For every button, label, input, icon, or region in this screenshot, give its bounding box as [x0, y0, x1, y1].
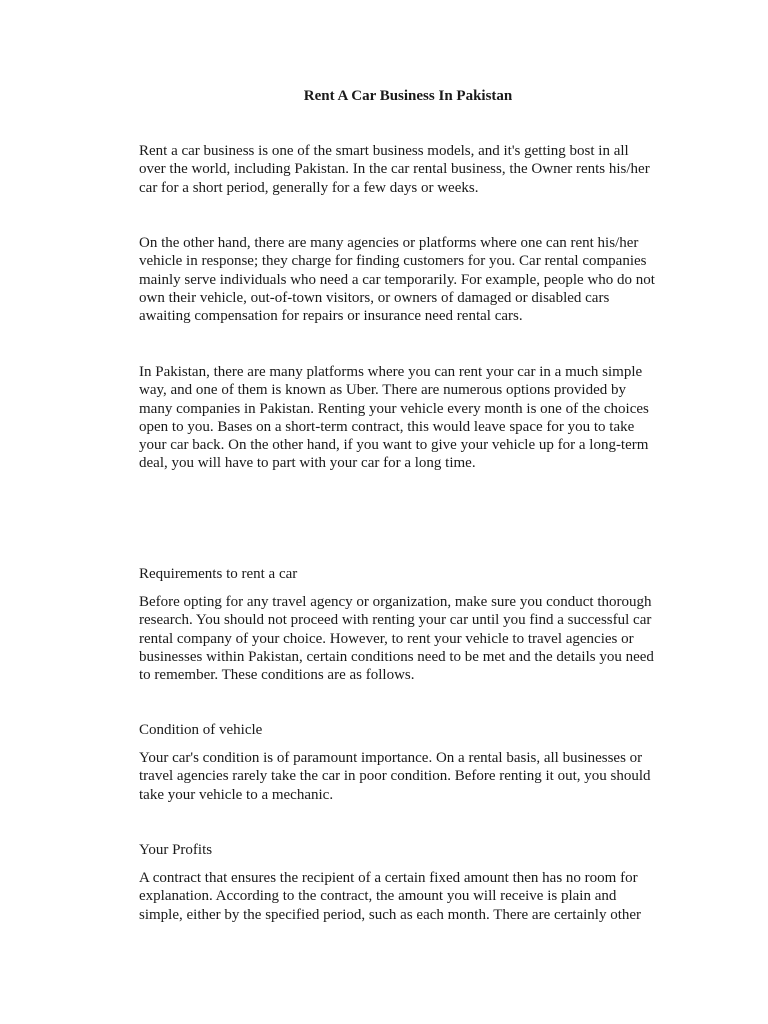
paragraph-agencies	[139, 234, 679, 325]
text-line: Before opting for any travel agency or organization, make sure you conduct thorough	[139, 594, 652, 610]
text-line: businesses within Pakistan, certain conditions need to be met and the details you need	[139, 648, 654, 665]
text-line: A contract that ensures the recipient of a certain fixed amount then has no room for	[139, 870, 638, 886]
text-line: open to you. Bases on a short-term contract, this would leave space for you to take	[139, 418, 635, 435]
text-line: own their vehicle, out-of-town visitors, or owners of damaged or disabled cars	[139, 289, 610, 306]
paragraph-pakistan-platforms	[139, 363, 679, 473]
text-line: Rent a car business is one of the smart business models, and it's getting bost in all	[139, 143, 629, 159]
section-heading-profits: Your Profits	[139, 842, 213, 858]
paragraph-intro	[139, 142, 679, 197]
paragraph-requirements	[139, 593, 679, 684]
text-line: research. You should not proceed with renting your car until you find a successful car	[139, 612, 652, 629]
section-heading-requirements: Requirements to rent a car	[139, 566, 298, 582]
text-line: mainly serve individuals who need a car temporarily. For example, people who do not	[139, 271, 655, 288]
paragraph-profits	[139, 869, 679, 924]
text-line: way, and one of them is known as Uber. There are numerous options provided by	[139, 382, 626, 399]
text-line: many companies in Pakistan. Renting your vehicle every month is one of the choices	[139, 400, 649, 417]
section-heading-condition: Condition of vehicle	[139, 722, 263, 738]
text-line: awaiting compensation for repairs or insurance need rental cars.	[139, 308, 523, 325]
text-line: simple, either by the specified period, such as each month. There are certainly other	[139, 906, 642, 923]
text-line: take your vehicle to a mechanic.	[139, 786, 334, 803]
text-line: In Pakistan, there are many platforms where you can rent your car in a much simple	[139, 364, 643, 380]
text-line: explanation. According to the contract, the amount you will receive is plain and	[139, 888, 617, 905]
text-line: On the other hand, there are many agencies or platforms where one can rent his/her	[139, 235, 639, 251]
text-line: deal, you will have to part with your car for a long time.	[139, 455, 476, 472]
text-line: car for a short period, generally for a few days or weeks.	[139, 179, 479, 196]
document-title: Rent A Car Business In Pakistan	[303, 88, 513, 104]
text-line: to remember. These conditions are as follows.	[139, 667, 415, 684]
text-line: rental company of your choice. However, to rent your vehicle to travel agencies or	[139, 630, 634, 647]
text-line: vehicle in response; they charge for finding customers for you. Car rental companies	[139, 253, 647, 270]
text-line: over the world, including Pakistan. In the car rental business, the Owner rents his/her	[139, 161, 650, 178]
text-line: travel agencies rarely take the car in poor condition. Before renting it out, you should	[139, 768, 651, 785]
text-line: Your car's condition is of paramount importance. On a rental basis, all businesses or	[139, 750, 643, 766]
text-line: your car back. On the other hand, if you want to give your vehicle up for a long-term	[139, 437, 649, 454]
paragraph-condition	[139, 749, 679, 804]
